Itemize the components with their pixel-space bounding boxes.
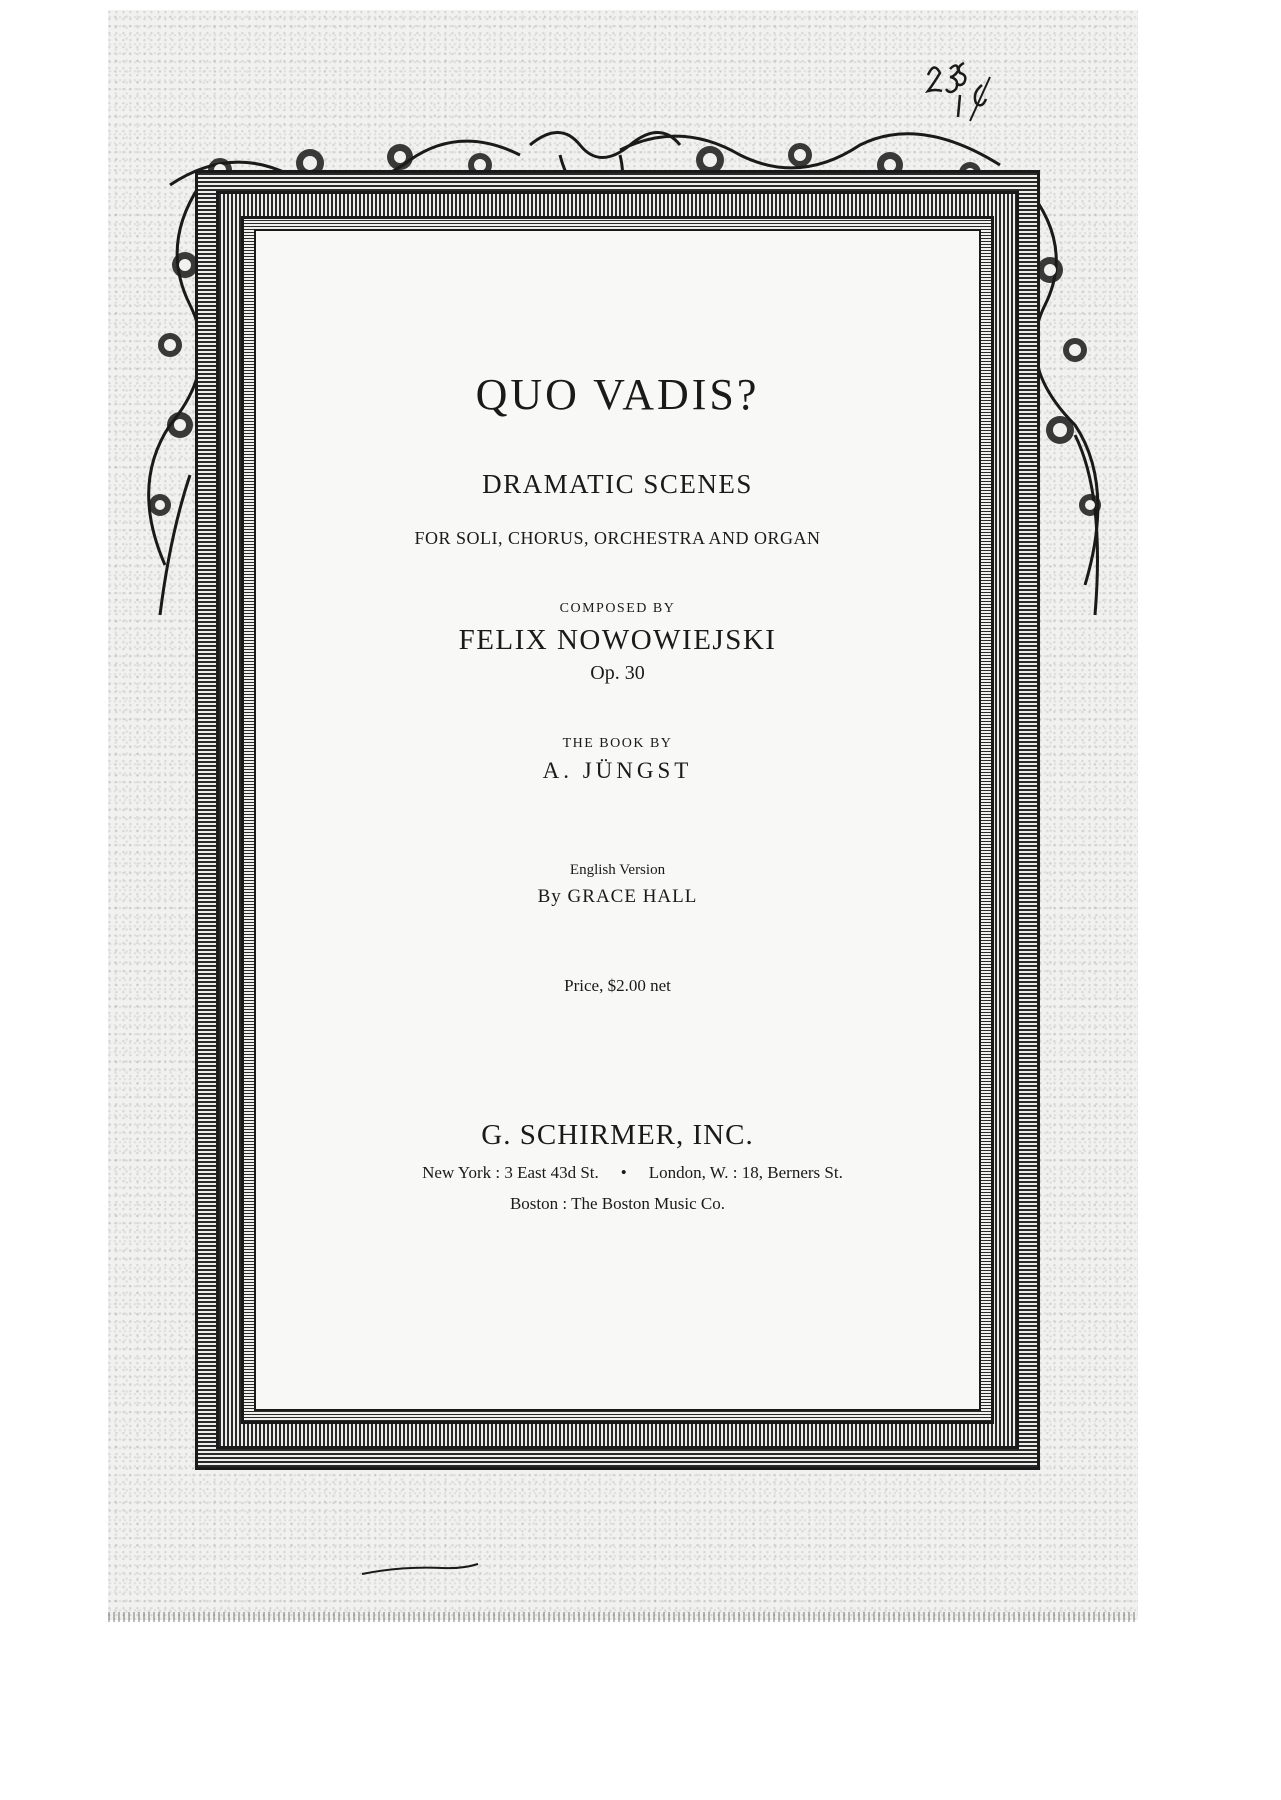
frame-inner-border (241, 216, 994, 1424)
composer-name: FELIX NOWOWIEJSKI (458, 624, 777, 656)
translator-name: By GRACE HALL (537, 886, 698, 907)
work-subtitle: DRAMATIC SCENES (482, 469, 753, 499)
opus-number: Op. 30 (590, 662, 645, 684)
ornamental-frame (195, 170, 1040, 1470)
frame-band (216, 191, 1019, 1449)
publisher-name: G. SCHIRMER, INC. (481, 1119, 754, 1151)
english-version-label: English Version (569, 862, 666, 878)
price-line: Price, $2.00 net (564, 976, 671, 995)
title-panel (254, 229, 981, 1411)
publisher-addresses (226, 1163, 1039, 1183)
boston-address: Boston : The Boston Music Co. (509, 1194, 726, 1213)
composed-by-label: COMPOSED BY (559, 601, 676, 616)
new-york-address: New York : 3 East 43d St. (422, 1163, 599, 1182)
address-separator: • (620, 1163, 627, 1182)
scoring-line: FOR SOLI, CHORUS, ORCHESTRA AND ORGAN (414, 528, 821, 548)
book-by-label: THE BOOK BY (562, 736, 673, 751)
margin-pencil-mark (360, 1560, 480, 1580)
page-bottom-edge (108, 1612, 1138, 1622)
work-title: QUO VADIS? (475, 370, 760, 419)
librettist-name: A. JÜNGST (542, 758, 693, 783)
london-address: London, W. : 18, Berners St. (648, 1163, 843, 1182)
